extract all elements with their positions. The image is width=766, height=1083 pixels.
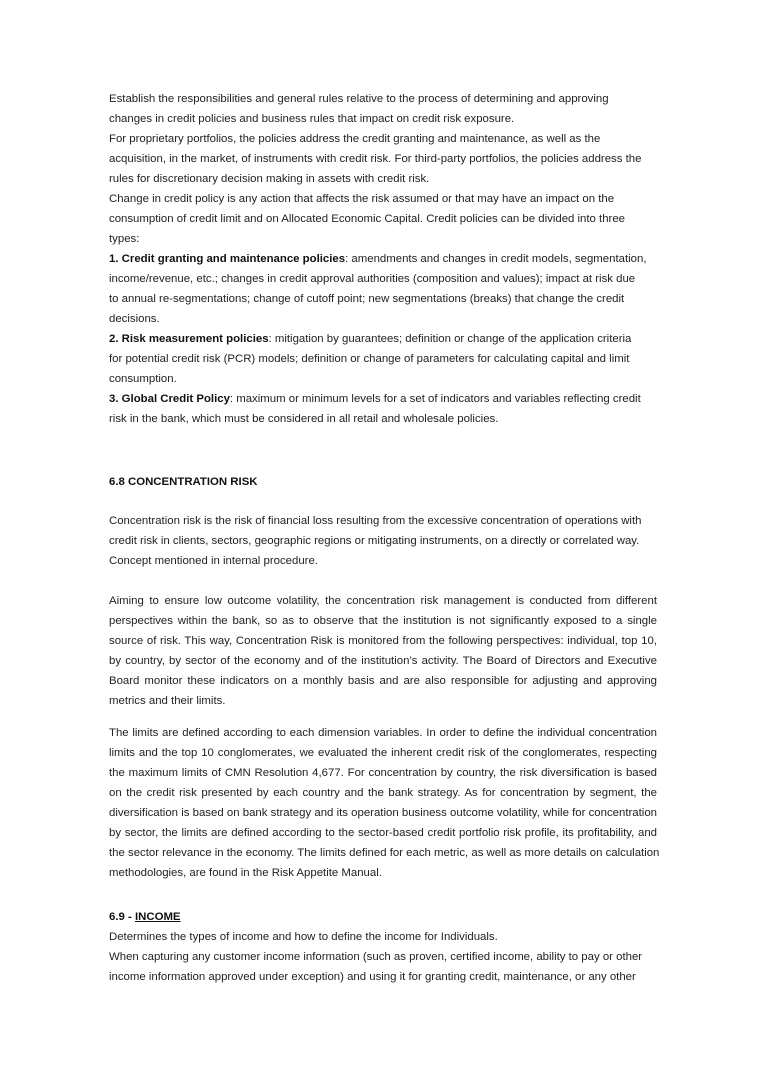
paragraph-line: When capturing any customer income information (such as proven, certified income, ability to pay or other (109, 951, 643, 963)
paragraph-line: metrics and their limits. (109, 695, 226, 707)
paragraph-line: by sector, the limits are defined according to the sector-based credit portfolio risk profile, its profitability, and (109, 827, 657, 839)
intro-line: consumption of credit limit and on Allocated Economic Capital. Credit policies can be divided into three (109, 213, 626, 225)
policy-line: risk in the bank, which must be considered in all retail and wholesale policies. (109, 413, 499, 425)
policy-types-list (109, 249, 657, 429)
paragraph-line: perspectives within the bank, so as to observe that the institution is not significantly exposed to a single (109, 615, 657, 627)
paragraph-line: Concentration risk is the risk of financial loss resulting from the excessive concentration of operations with (109, 515, 642, 527)
policy-first-line (109, 389, 657, 409)
paragraph-line: limits and the top 10 conglomerates, we evaluated the inherent credit risk of the conglomerates, respecting (109, 747, 657, 759)
income-section (109, 907, 657, 987)
paragraph-line: the sector relevance in the economy. The limits defined for each metric, as well as more details on calculation (109, 847, 660, 859)
intro-line: For proprietary portfolios, the policies address the credit granting and maintenance, as well as the (109, 133, 601, 145)
policy-item (109, 329, 657, 389)
heading-title: INCOME (134, 911, 181, 923)
policy-line: to annual re-segmentations; change of cutoff point; new segmentations (breaks) that change the credit (109, 293, 625, 305)
concentration-paragraph-2 (109, 591, 657, 711)
paragraph-line: on the credit risk presented by each country and the bank strategy. As for concentration by segment, the (109, 787, 657, 799)
policy-first-line (109, 249, 657, 269)
section-heading (109, 907, 657, 927)
spacer (109, 571, 657, 591)
paragraph-line: diversification is based on bank strategy and its operation business outcome volatility, while for concentration (109, 807, 657, 819)
spacer (109, 492, 657, 511)
policy-title: 2. Risk measurement policies (109, 333, 269, 345)
concentration-paragraph-1 (109, 511, 657, 571)
intro-section (109, 89, 657, 249)
concentration-section (109, 472, 660, 883)
intro-line: types: (109, 233, 140, 245)
paragraph-line: source of risk. This way, Concentration Risk is monitored from the following perspectives: individual, top 10, (109, 635, 657, 647)
paragraph-line: Determines the types of income and how to define the income for Individuals. (109, 931, 498, 943)
spacer (109, 883, 657, 907)
intro-line: changes in credit policies and business rules that impact on credit risk exposure. (109, 113, 515, 125)
policy-line: for potential credit risk (PCR) models; definition or change of parameters for calculating capital and limit (109, 353, 630, 365)
policy-description: : maximum or minimum levels for a set of indicators and variables reflecting credit (229, 393, 641, 405)
intro-line: rules for discretionary decision making in assets with credit risk. (109, 173, 430, 185)
policy-description: : mitigation by guarantees; definition or change of the application criteria (268, 333, 632, 345)
document-page (109, 89, 660, 987)
spacer (109, 429, 657, 472)
spacer (109, 711, 657, 723)
paragraph-line: credit risk in clients, sectors, geographic regions or mitigating instruments, on a directly or correlated way. (109, 535, 640, 547)
section-heading: 6.8 CONCENTRATION RISK (109, 476, 258, 488)
intro-line: Change in credit policy is any action that affects the risk assumed or that may have an impact on the (109, 193, 615, 205)
paragraph-line: the maximum limits of CMN Resolution 4,677. For concentration by country, the risk diversification is based (109, 767, 657, 779)
policy-line: consumption. (109, 373, 177, 385)
policy-line: decisions. (109, 313, 160, 325)
concentration-paragraph-3 (109, 723, 660, 883)
paragraph-line: methodologies, are found in the Risk Appetite Manual. (109, 867, 382, 879)
paragraph-line: Board monitor these indicators on a monthly basis and are also responsible for adjusting and approving (109, 675, 657, 687)
paragraph-line: Concept mentioned in internal procedure. (109, 555, 318, 567)
heading-number: 6.9 - (109, 911, 135, 923)
paragraph-line: The limits are defined according to each dimension variables. In order to define the individual concentration (109, 727, 657, 739)
intro-line: Establish the responsibilities and general rules relative to the process of determining and approving (109, 93, 609, 105)
paragraph-line: by country, by sector of the economy and of the institution’s activity. The Board of Directors and Executive (109, 655, 657, 667)
paragraph-line: income information approved under exception) and using it for granting credit, maintenance, or any other (109, 971, 636, 983)
policy-title: 1. Credit granting and maintenance policies (109, 253, 346, 265)
policy-description: : amendments and changes in credit models, segmentation, (345, 253, 647, 265)
intro-line: acquisition, in the market, of instruments with credit risk. For third-party portfolios, the policies address the (109, 153, 642, 165)
paragraph-line: Aiming to ensure low outcome volatility, the concentration risk management is conducted from different (109, 595, 657, 607)
policy-line: income/revenue, etc.; changes in credit approval authorities (composition and values); impact at risk due (109, 273, 636, 285)
policy-item (109, 389, 657, 429)
policy-first-line (109, 329, 657, 349)
policy-item (109, 249, 657, 329)
policy-title: 3. Global Credit Policy (109, 393, 230, 405)
